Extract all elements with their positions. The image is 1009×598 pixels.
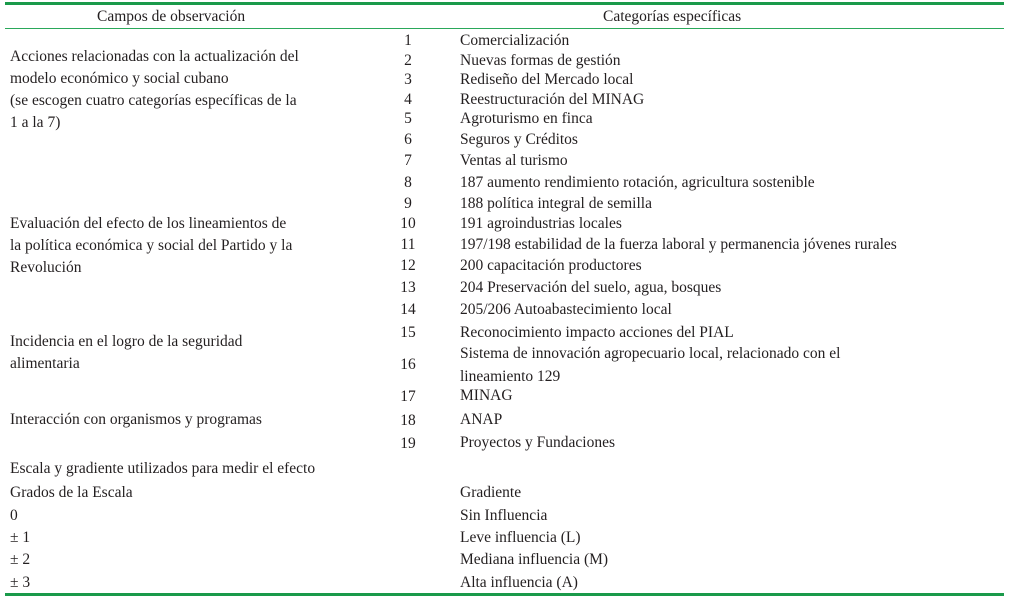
category-number: 4 [404,91,412,108]
category-text: 187 aumento rendimiento rotación, agricultura sostenible [460,174,815,191]
scale-gradient: Alta influencia (A) [460,574,578,591]
field-line: alimentaria [10,355,80,372]
field-line: (se escogen cuatro categorías específicas de la [10,92,297,109]
category-text: 188 política integral de semilla [460,195,652,212]
scale-gradient: Leve influencia (L) [460,529,581,546]
category-text: Reconocimiento impacto acciones del PIAL [460,324,734,341]
scale-gradient: Sin Influencia [460,507,548,524]
scale-gradient-header: Gradiente [460,484,522,501]
field-evaluacion [10,213,370,279]
field-line: Evaluación del efecto de los lineamientos de [10,215,287,232]
field-line: 1 a la 7) [10,114,61,131]
category-text: 204 Preservación del suelo, agua, bosques [460,279,722,296]
category-text: Seguros y Créditos [460,131,578,148]
scale-grade: ± 2 [10,551,31,568]
category-text: Nuevas formas de gestión [460,52,621,69]
scale-title: Escala y gradiente utilizados para medir el efecto [10,460,316,477]
category-number: 3 [404,71,412,88]
category-text: 191 agroindustrias locales [460,215,622,232]
category-number: 2 [404,52,412,69]
header-rule [5,28,1004,29]
category-text: Ventas al turismo [460,152,568,169]
category-text: Agroturismo en finca [460,110,593,127]
header-categorias: Categorías específicas [603,8,742,25]
field-line: Revolución [10,259,82,276]
category-text: 205/206 Autoabastecimiento local [460,301,672,318]
category-number: 8 [404,174,412,191]
field-line: Interacción con organismos y programas [10,411,262,428]
category-text-continued: lineamiento 129 [460,368,561,385]
category-number: 6 [404,131,412,148]
category-text: ANAP [460,411,503,428]
category-number: 14 [400,301,416,318]
category-number: 15 [400,324,416,341]
category-number: 12 [400,257,416,274]
category-number: 9 [404,195,412,212]
field-acciones [10,46,370,134]
field-interaccion [10,409,370,431]
category-text: Proyectos y Fundaciones [460,434,615,451]
category-number: 19 [400,435,416,452]
category-number: 1 [404,32,412,49]
field-incidencia [10,331,370,375]
bottom-rule [5,593,1004,596]
field-line: la política económica y social del Partido y la [10,237,293,254]
header-campos: Campos de observación [97,8,246,25]
category-text: 197/198 estabilidad de la fuerza laboral y permanencia jóvenes rurales [460,236,897,253]
category-number: 13 [400,279,416,296]
scale-grade: 0 [10,507,18,524]
category-number: 17 [400,388,416,405]
scale-grades-header: Grados de la Escala [10,484,133,501]
category-text: Rediseño del Mercado local [460,71,634,88]
scale-grade: ± 1 [10,529,31,546]
field-line: Acciones relacionadas con la actualización del [10,48,299,65]
scale-gradient: Mediana influencia (M) [460,551,609,568]
scale-grade: ± 3 [10,574,31,591]
category-number: 11 [400,236,416,253]
category-number: 18 [400,412,416,429]
category-number: 5 [404,110,412,127]
category-number: 16 [400,356,416,373]
category-text: 200 capacitación productores [460,257,642,274]
category-text: Reestructuración del MINAG [460,91,645,108]
top-rule [5,2,1004,5]
category-number: 7 [404,152,412,169]
field-line: modelo económico y social cubano [10,70,229,87]
field-line: Incidencia en el logro de la seguridad [10,333,243,350]
category-text: Sistema de innovación agropecuario local, relacionado con el [460,345,841,362]
category-text: Comercialización [460,32,570,49]
category-text: MINAG [460,387,513,404]
category-number: 10 [400,215,416,232]
